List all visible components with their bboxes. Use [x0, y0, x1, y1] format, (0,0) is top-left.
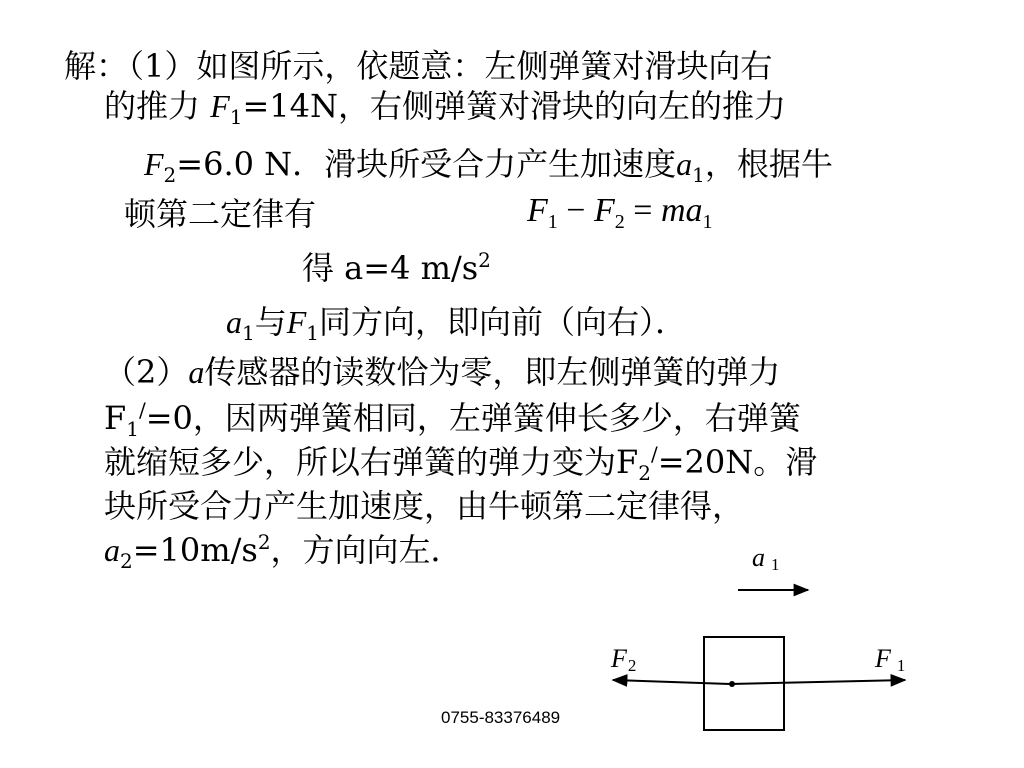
result-acceleration: 得 a=4 $m/s^2$	[302, 248, 491, 287]
solution-line-3: $F_2=6.0$ N．滑块所受合力产生加速度$a_1$，根据牛	[144, 145, 833, 187]
direction-line: $a_1$与$F_1$同方向，即向前（向右）．	[226, 303, 688, 345]
footer-phone: 0755-83376489	[441, 708, 561, 727]
acceleration-label: a 1	[752, 543, 780, 574]
part2-line-4: 块所受合力产生加速度，由牛顿第二定律得，	[104, 487, 745, 525]
solution-line-2: 的推力 $F_1=14N$，右侧弹簧对滑块的向左的推力	[104, 87, 787, 129]
part2-line-1: （2）a传感器的读数恰为零，即左侧弹簧的弹力	[104, 353, 781, 391]
newton-second-law-equation: $F_1 - F_2 = ma_1$	[527, 192, 713, 233]
part2-line-3: 就缩短多少，所以右弹簧的弹力变为$F_2^/=20N$。滑	[104, 442, 818, 485]
force-f2-arrow	[613, 680, 730, 684]
solution-line-4: 顿第二定律有	[124, 195, 317, 233]
solution-line-1: 解：（1）如图所示，依题意：左侧弹簧对滑块向右	[64, 47, 773, 85]
f1-label: F 1	[875, 644, 906, 675]
force-f1-arrow	[730, 680, 905, 684]
part2-line-2: $F_1^/=0$，因两弹簧相同，左弹簧伸长多少，右弹簧	[104, 398, 801, 441]
center-point	[729, 681, 735, 687]
part2-line-5: $a_2=10m/s^2$，方向向左．	[104, 530, 463, 573]
f2-label: F2	[611, 644, 637, 675]
